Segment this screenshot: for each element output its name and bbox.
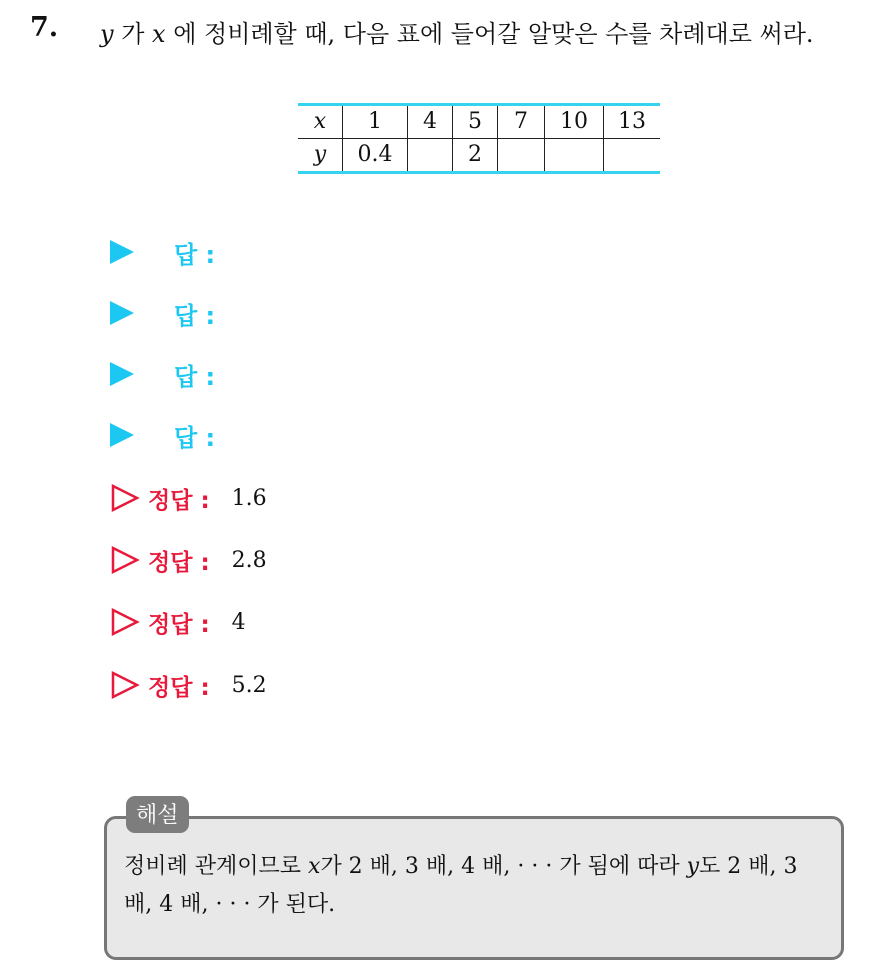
correct-label: 정답 : — [148, 611, 210, 638]
correct-value: 2.8 — [231, 547, 267, 573]
explanation-tag: 해설 — [126, 796, 189, 833]
table-cell: 0.4 — [343, 139, 408, 173]
table-cell-blank — [604, 139, 661, 173]
table-cell: 10 — [545, 105, 604, 139]
correct-answer-4 — [110, 667, 267, 703]
answer-label: 답 : — [174, 301, 216, 330]
table-cell: 2 — [453, 139, 498, 173]
table-cell: 4 — [408, 105, 453, 139]
var-y: y — [100, 20, 114, 48]
table-cell-blank — [545, 139, 604, 173]
proportion-table — [298, 103, 660, 174]
correct-answer-3 — [110, 604, 246, 640]
correct-value: 4 — [231, 609, 246, 635]
explanation-text — [124, 848, 829, 924]
table-row-x — [298, 105, 660, 139]
correct-answer-1 — [110, 480, 267, 516]
outline-triangle-icon — [110, 670, 140, 700]
question-number: 7. — [30, 12, 59, 43]
table-cell: 1 — [343, 105, 408, 139]
table-header-y: y — [313, 142, 327, 167]
answer-label: 답 : — [174, 423, 216, 452]
play-triangle-icon — [110, 240, 134, 264]
outline-triangle-icon — [110, 483, 140, 513]
correct-answer-2 — [110, 542, 267, 578]
answer-label: 답 : — [174, 240, 216, 269]
correct-label: 정답 : — [148, 487, 210, 514]
table-cell: 13 — [604, 105, 661, 139]
outline-triangle-icon — [110, 545, 140, 575]
explanation-part1: 정비례 관계이므로 — [124, 854, 309, 879]
correct-value: 5.2 — [231, 672, 267, 698]
table-cell: 5 — [453, 105, 498, 139]
play-triangle-icon — [110, 362, 134, 386]
explanation-part3: 도 2 배, 3 배, 4 배, · · · 가 된다. — [124, 854, 798, 917]
answer-field-3[interactable] — [110, 357, 215, 391]
var-x: x — [152, 20, 166, 48]
question-text — [100, 14, 814, 49]
explanation-part2: 가 2 배, 3 배, 4 배, · · · 가 됨에 따라 — [320, 854, 687, 879]
question-part1: 가 — [113, 20, 153, 48]
correct-label: 정답 : — [148, 549, 210, 576]
var-x: x — [308, 854, 321, 879]
answer-field-2[interactable] — [110, 296, 215, 330]
question-part2: 에 정비례할 때, 다음 표에 들어갈 알맞은 수를 차례대로 써라. — [165, 20, 814, 48]
play-triangle-icon — [110, 301, 134, 325]
outline-triangle-icon — [110, 607, 140, 637]
answer-field-1[interactable] — [110, 235, 215, 269]
answer-label: 답 : — [174, 362, 216, 391]
table-cell-blank — [498, 139, 545, 173]
table-cell-blank — [408, 139, 453, 173]
table-header-x: x — [298, 105, 343, 139]
table-row-y — [298, 139, 660, 173]
table-cell: 7 — [498, 105, 545, 139]
var-y: y — [686, 854, 700, 879]
answer-field-4[interactable] — [110, 418, 215, 452]
correct-label: 정답 : — [148, 674, 210, 701]
play-triangle-icon — [110, 423, 134, 447]
correct-value: 1.6 — [231, 485, 267, 511]
